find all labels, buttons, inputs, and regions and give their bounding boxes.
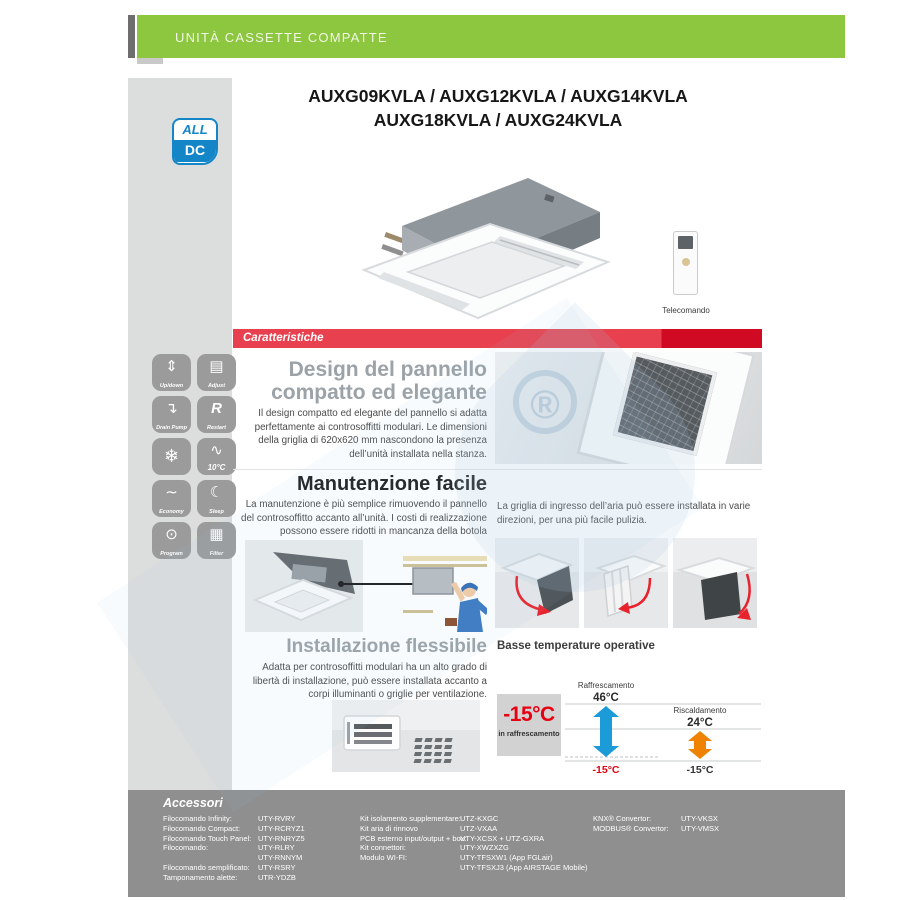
page-title	[233, 84, 763, 132]
accessory-row: Filocomando Compact: UTY-RCRYZ1	[163, 823, 305, 833]
accessory-row: Filocomando: UTY-RLRY	[163, 843, 295, 853]
low-temp-value: -15°C	[503, 703, 555, 726]
accessories-heading: Accessori	[163, 796, 223, 810]
all-dc-badge-bottom: DC	[174, 140, 216, 162]
remote-button	[682, 258, 690, 266]
design-section-heading: Design del pannello compatto ed elegante	[271, 358, 487, 404]
cooling-range-arrow	[593, 706, 619, 757]
intake-grille	[613, 352, 717, 456]
installation-photo	[332, 700, 480, 772]
heating-range-arrow	[688, 731, 712, 759]
installation-section-heading: Installazione flessibile	[286, 636, 487, 657]
heating-min-label: -15°C	[686, 764, 714, 776]
temperature-range-chart	[563, 650, 763, 780]
accessories-column-1	[163, 814, 305, 883]
accessory-row: KNX® Convertor: UTY-VKSX	[593, 814, 718, 823]
accessory-row: Filocomando Touch Panel: UTY-RNRYZ5	[163, 833, 305, 843]
registered-mark-watermark: ®	[513, 370, 577, 434]
maintenance-section-body: La manutenzione è più semplice rimuovendo il pannello del controsoffitto accanto all’unità. I costi di realizzazione possono essere ridotti in mancanza della botola d’ispezione.	[241, 499, 487, 551]
adjust-icon: ▤ Adjust	[197, 354, 236, 391]
accessory-row: Kit isolamento supplementare: UTZ-KXGC	[360, 814, 499, 823]
maintenance-section-heading: Manutenzione facile	[296, 473, 487, 495]
program-icon: ⊙ Program	[152, 522, 191, 559]
filter-icon: ▦ Filter	[197, 522, 236, 559]
remote-screen	[678, 236, 693, 249]
accessory-row: Filocomando semplificato: UTY-RSRY	[163, 862, 296, 872]
installation-section-body: Adatta per controsoffitti modulari ha un alto grado di libertà di installazione, può essere installata accanto a corpi illuminanti o griglie per ventilazione.	[252, 662, 487, 700]
up-down-icon: ⇕ Up/down	[152, 354, 191, 391]
accessory-row: Filocomando Infinity: UTY-RVRY	[163, 814, 296, 823]
low-temp-caption: in raffrescamento	[498, 729, 560, 738]
product-photo	[350, 158, 615, 323]
accessories-column-2	[360, 814, 588, 873]
all-dc-badge-top: ALL	[182, 122, 208, 137]
features-banner	[233, 329, 762, 348]
section-divider	[233, 469, 762, 470]
all-dc-badge	[172, 118, 218, 165]
low-temp-title: Basse temperature operative	[497, 640, 655, 652]
category-header	[137, 15, 845, 58]
heating-series-label: Riscaldamento	[673, 706, 727, 715]
low-temp-highlight	[497, 694, 561, 756]
accessory-row: PCB esterno input/output + box: UTY-XCSX + UTZ-GXRA	[360, 833, 545, 843]
model-line-2: AUXG18KVLA / AUXG24KVLA	[373, 110, 623, 130]
drain-pump-icon: ↴ Drain Pump	[152, 396, 191, 433]
accessory-row: Tamponamento alette: UTR-YDZB	[163, 872, 296, 882]
fan-snowflake-icon: ❄	[152, 438, 191, 475]
grille-directions-note: La griglia di ingresso dell’aria può essere installata in varie direzioni, per una più facile pulizia.	[497, 501, 751, 526]
accessory-row: UTY-TFSXJ3 (App AIRSTAGE Mobile)	[460, 862, 588, 872]
category-title: UNITÀ CASSETTE COMPATTE	[175, 30, 388, 45]
sleep-icon: ☾ Sleep	[197, 480, 236, 517]
ceiling-panel-tile	[576, 352, 755, 464]
grille-photo-3	[673, 538, 757, 628]
remote-caption: Telecomando	[662, 306, 710, 315]
header-accent-bar	[128, 15, 135, 58]
maintenance-photo	[245, 540, 487, 632]
cooling-series-label: Raffrescamento	[577, 681, 635, 690]
model-line-1: AUXG09KVLA / AUXG12KVLA / AUXG14KVLA	[308, 86, 688, 106]
temp-10c-icon: ∿ 10°C	[197, 438, 236, 475]
grille-photo-1	[495, 538, 579, 628]
economy-icon: ∼ Economy	[152, 480, 191, 517]
accessories-column-3	[593, 814, 719, 834]
accessory-row: UTY-RNNYM	[258, 853, 303, 863]
accessories-footer	[128, 790, 845, 897]
cooling-max-label: 46°C	[593, 692, 619, 704]
accessory-row: Kit connettori: UTY-XWZXZG	[360, 843, 509, 853]
accessory-row: MODBUS® Convertor: UTY-VMSX	[593, 823, 720, 833]
accessory-row: Kit aria di rinnovo UTZ-VXAA	[360, 823, 498, 833]
remote-photo	[673, 231, 698, 295]
features-banner-label: Caratteristiche	[243, 332, 324, 344]
grille-photo-2	[584, 538, 668, 628]
accessory-row: Modulo WI-FI: UTY-TFSXW1 (App FGLair)	[360, 853, 553, 863]
design-section-body: Il design compatto ed elegante del pannello si adatta perfettamente ai controsoffitti modulari. Le dimensioni della griglia di 620x620 mm nascondono la presenza dell’unità installata nella stanza.	[254, 408, 487, 460]
header-shadow	[137, 58, 163, 64]
panel-photo	[495, 352, 762, 464]
restart-icon: R Restart	[197, 396, 236, 433]
function-icon-grid	[152, 354, 236, 559]
heating-max-label: 24°C	[687, 717, 713, 729]
cooling-min-label: -15°C	[592, 764, 620, 776]
